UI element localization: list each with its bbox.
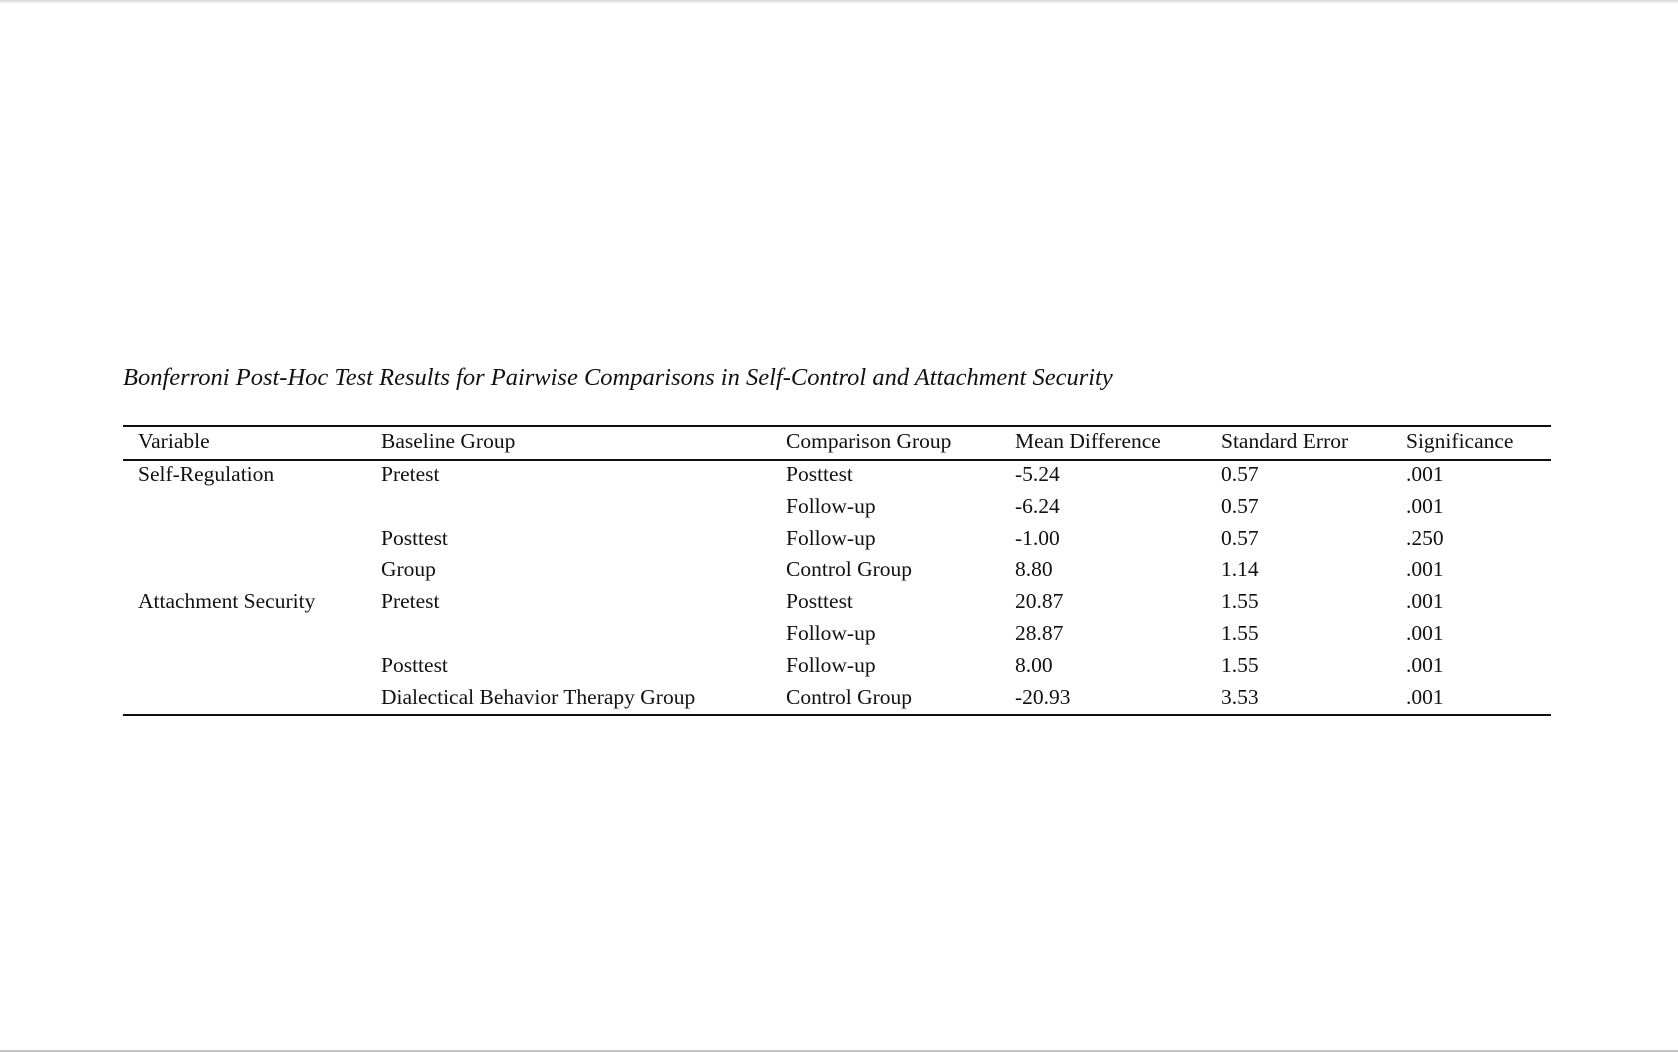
- cell-mean-difference: -20.93: [1015, 684, 1071, 709]
- header-comparison-group: Comparison Group: [786, 429, 952, 453]
- cell-baseline-group: Posttest: [381, 525, 448, 550]
- cell-standard-error: 1.55: [1221, 621, 1259, 645]
- table-header-row: [123, 429, 1551, 461]
- table-row: [123, 526, 1551, 558]
- cell-comparison-group: Follow-up: [786, 525, 876, 550]
- cell-baseline-group: Posttest: [381, 652, 448, 677]
- cell-standard-error: 1.55: [1221, 652, 1259, 677]
- cell-mean-difference: -5.24: [1015, 462, 1060, 486]
- cell-significance: .001: [1406, 462, 1444, 486]
- cell-standard-error: 0.57: [1221, 493, 1259, 518]
- cell-significance: .001: [1406, 557, 1444, 582]
- cell-standard-error: 1.14: [1221, 557, 1259, 582]
- cell-comparison-group: Control Group: [786, 684, 913, 709]
- cell-mean-difference: 8.80: [1015, 557, 1053, 582]
- cell-comparison-group: Posttest: [786, 462, 853, 486]
- header-standard-error: Standard Error: [1221, 429, 1349, 453]
- cell-standard-error: 0.57: [1221, 525, 1259, 550]
- cell-mean-difference: 8.00: [1015, 652, 1053, 677]
- table-row: [123, 621, 1551, 653]
- table-bottom-rule: [123, 714, 1551, 716]
- header-baseline-group: Baseline Group: [381, 429, 516, 453]
- cell-comparison-group: Control Group: [786, 557, 913, 582]
- header-variable: Variable: [138, 429, 210, 453]
- table-row: [123, 685, 1551, 717]
- cell-variable: Attachment Security: [138, 589, 316, 614]
- table-caption: Bonferroni Post-Hoc Test Results for Pairwise Comparisons in Self-Control and Attachment Security: [123, 364, 1113, 391]
- cell-significance: .001: [1406, 589, 1444, 614]
- cell-comparison-group: Posttest: [786, 589, 853, 614]
- cell-standard-error: 1.55: [1221, 589, 1259, 614]
- cell-significance: .001: [1406, 621, 1444, 645]
- cell-standard-error: 0.57: [1221, 462, 1259, 486]
- cell-baseline-group: Dialectical Behavior Therapy Group: [381, 684, 696, 709]
- table-header-rule: [123, 459, 1551, 461]
- cell-significance: .001: [1406, 684, 1444, 709]
- table-row: [123, 462, 1551, 494]
- cell-baseline-group: Pretest: [381, 462, 440, 486]
- cell-comparison-group: Follow-up: [786, 621, 876, 645]
- cell-comparison-group: Follow-up: [786, 652, 876, 677]
- table-row: [123, 589, 1551, 621]
- cell-significance: .001: [1406, 493, 1444, 518]
- cell-mean-difference: 28.87: [1015, 621, 1064, 645]
- cell-significance: .001: [1406, 652, 1444, 677]
- cell-standard-error: 3.53: [1221, 684, 1259, 709]
- table-top-rule: [123, 425, 1551, 427]
- cell-mean-difference: -1.00: [1015, 525, 1060, 550]
- table-row: [123, 653, 1551, 685]
- cell-baseline-group: Group: [381, 557, 436, 582]
- cell-baseline-group: Pretest: [381, 589, 440, 614]
- window-top-edge: [0, 0, 1678, 4]
- cell-comparison-group: Follow-up: [786, 493, 876, 518]
- cell-variable: Self-Regulation: [138, 462, 275, 486]
- table-row: [123, 494, 1551, 526]
- header-mean-difference: Mean Difference: [1015, 429, 1161, 453]
- table-row: [123, 557, 1551, 589]
- cell-significance: .250: [1406, 525, 1444, 550]
- cell-mean-difference: 20.87: [1015, 589, 1064, 614]
- header-significance: Significance: [1406, 429, 1514, 453]
- cell-mean-difference: -6.24: [1015, 493, 1060, 518]
